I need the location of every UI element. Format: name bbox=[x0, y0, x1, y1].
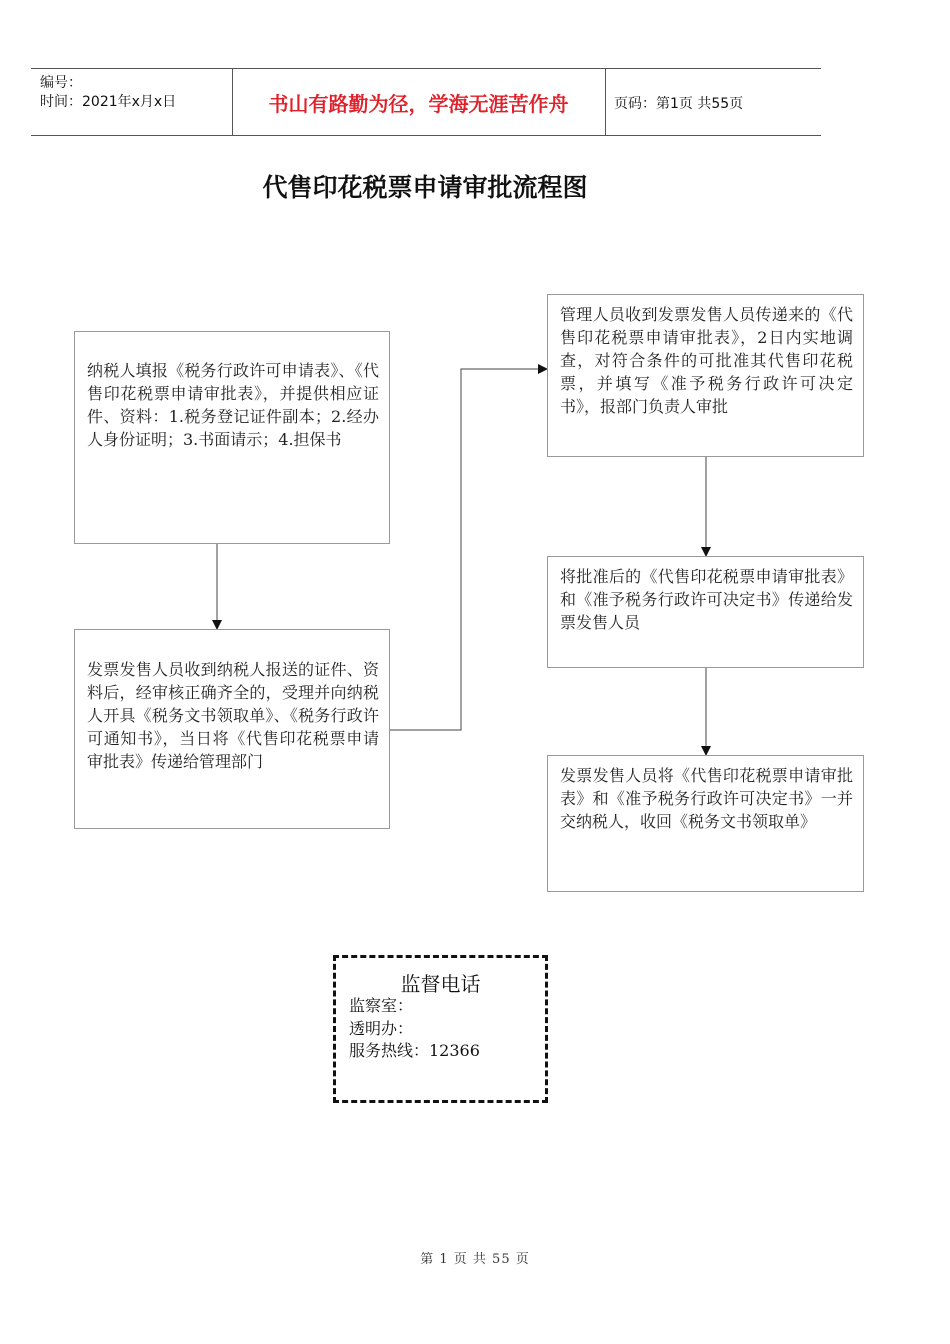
flow-step-3-text: 管理人员收到发票发售人员传递来的《代售印花税票申请审批表》，2日内实地调查，对符合条件的可批准其代售印花税票，并填写《准予税务行政许可决定书》，报部门负责人审批 bbox=[560, 305, 853, 416]
flow-step-1 bbox=[74, 331, 390, 544]
document-date: 时间：2021年x月x日 bbox=[40, 94, 177, 110]
arrow-step2-to-step3 bbox=[390, 369, 547, 730]
page-title: 代售印花税票申请审批流程图 bbox=[262, 173, 588, 202]
document-number-label: 编号： bbox=[40, 75, 82, 91]
flow-step-3 bbox=[547, 294, 864, 457]
flow-step-4 bbox=[547, 556, 864, 668]
motto: 书山有路勤为径，学海无涯苦作舟 bbox=[268, 92, 569, 116]
flow-step-5-text: 发票发售人员将《代售印花税票申请审批表》和《准予税务行政许可决定书》一并交纳税人，收回《税务文书领取单》 bbox=[560, 766, 853, 831]
flow-step-2-text: 发票发售人员收到纳税人报送的证件、资料后，经审核正确齐全的，受理并向纳税人开具《税务文书领取单》、《税务行政许可通知书》，当日将《代售印花税票申请审批表》传递给管理部门 bbox=[87, 660, 379, 771]
supervision-transparency: 透明办： bbox=[349, 1019, 414, 1038]
page-footer: 第 1 页 共 55 页 bbox=[420, 1252, 530, 1267]
page-info: 页码：第1页 共55页 bbox=[614, 96, 744, 112]
flow-step-1-text: 纳税人填报《税务行政许可申请表》、《代售印花税票申请审批表》，并提供相应证件、资料：1.税务登记证件副本；2.经办人身份证明；3.书面请示；4.担保书 bbox=[87, 361, 379, 449]
supervision-office: 监察室： bbox=[349, 996, 414, 1015]
flow-step-5 bbox=[547, 755, 864, 892]
supervision-title: 监督电话 bbox=[400, 972, 481, 996]
supervision-box bbox=[333, 955, 548, 1103]
flow-step-4-text: 将批准后的《代售印花税票申请审批表》和《准予税务行政许可决定书》传递给发票发售人员 bbox=[560, 567, 853, 632]
flow-step-2 bbox=[74, 629, 390, 829]
supervision-hotline: 服务热线：12366 bbox=[349, 1041, 480, 1060]
